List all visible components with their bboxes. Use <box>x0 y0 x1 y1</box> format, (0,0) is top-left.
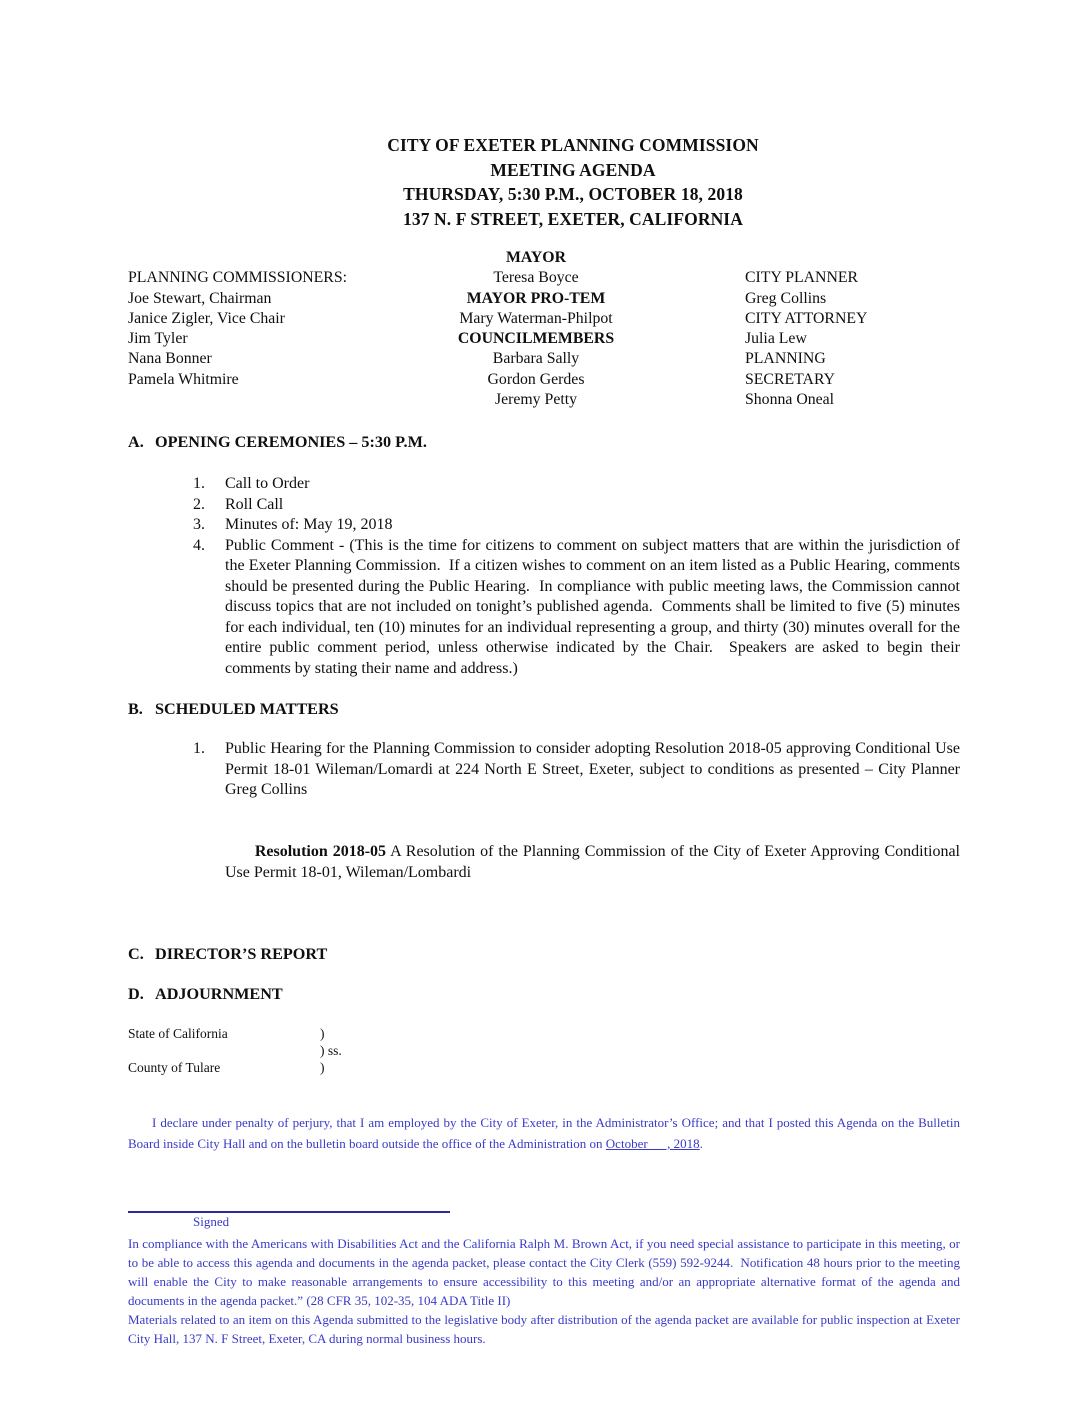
item-number: 4. <box>193 536 205 554</box>
officials-roster <box>128 248 960 410</box>
section-heading-adjournment <box>128 984 960 1005</box>
page-content <box>128 0 965 1348</box>
document-title-block <box>128 133 960 231</box>
item-text: Public Hearing for the Planning Commission to consider adopting Resolution 2018-05 approving Conditional Use Permit 18-01 Wileman/Lomardi at 224 North E Street, Exeter, subject to conditions as presented – City Planner Greg Collins <box>225 740 964 799</box>
roster-left-cell: Joe Stewart, Chairman <box>128 289 272 307</box>
roster-right-cell: Shonna Oneal <box>745 391 835 409</box>
roster-row <box>128 370 960 390</box>
item-number: 2. <box>193 495 205 513</box>
list-item-minutes <box>193 515 960 536</box>
roster-row <box>128 390 960 410</box>
title-line-commission: CITY OF EXETER PLANNING COMMISSION <box>387 135 759 155</box>
roster-right-heading-secretary: SECRETARY <box>745 370 836 388</box>
title-line-address: 137 N. F STREET, EXETER, CALIFORNIA <box>403 208 743 229</box>
item-number: 3. <box>193 516 205 534</box>
ada-compliance-notice: In compliance with the Americans with Disabilities Act and the California Ralph M. Brown Act, if you need special assistance to participate in this meeting, or to be able to access this agenda and documents in the agenda packet, please contact the City Clerk (559) 592-9244. Notification 48 hours prior to the meeting will enable the City to make reasonable arrangements to ensure accessibility to this meeting and/or an appropriate alternative format of the agenda and documents in the agenda packet.” (28 CFR 35, 102-35, 104 ADA Title II) <box>128 1235 964 1308</box>
roster-center-cell: Teresa Boyce <box>493 269 579 287</box>
roster-right-cell <box>745 248 960 268</box>
section-heading-opening-ceremonies <box>128 432 960 453</box>
section-letter: B. <box>128 700 143 719</box>
roster-row <box>128 349 960 369</box>
venue-paren: ) <box>320 1059 325 1075</box>
roster-right-heading-city-attorney: CITY ATTORNEY <box>745 309 868 327</box>
list-item-roll-call <box>193 495 960 516</box>
roster-left-heading-commissioners: PLANNING COMMISSIONERS: <box>128 269 347 287</box>
venue-oath-block <box>128 1025 960 1076</box>
materials-availability-notice: Materials related to an item on this Agenda submitted to the legislative body after distribution of the agenda packet are available for public inspection at Exeter City Hall, 137 N. F Street, Exeter, CA during normal business hours. <box>128 1311 964 1346</box>
venue-spacer <box>128 1042 320 1059</box>
section-letter: A. <box>128 433 144 452</box>
roster-row <box>128 248 960 268</box>
venue-ss-row <box>128 1042 960 1059</box>
venue-state-label: State of California <box>128 1025 228 1041</box>
roster-left-cell <box>128 390 380 410</box>
roster-center-heading-mayor: MAYOR <box>506 249 566 266</box>
section-title: OPENING CEREMONIES – 5:30 P.M. <box>155 433 427 452</box>
title-line-datetime: THURSDAY, 5:30 P.M., OCTOBER 18, 2018 <box>403 184 743 204</box>
resolution-number-label: Resolution 2018-05 <box>254 843 387 861</box>
roster-left-cell: Pamela Whitmire <box>128 370 239 388</box>
section-heading-scheduled-matters <box>128 699 960 720</box>
venue-paren: ) <box>320 1025 325 1041</box>
roster-center-cell: Gordon Gerdes <box>487 370 585 388</box>
signed-label: Signed <box>193 1213 230 1229</box>
section-title: ADJOURNMENT <box>155 984 283 1003</box>
resolution-paragraph <box>225 822 965 904</box>
venue-county-row <box>128 1059 960 1076</box>
roster-left-cell: Janice Zigler, Vice Chair <box>128 309 285 327</box>
list-item-public-hearing <box>193 739 964 801</box>
declaration-period: . <box>699 1135 703 1151</box>
item-number: 1. <box>193 740 205 758</box>
roster-right-heading-planning: PLANNING <box>745 350 826 368</box>
section-title: SCHEDULED MATTERS <box>155 700 339 719</box>
title-line-agenda: MEETING AGENDA <box>490 159 656 180</box>
roster-right-heading-city-planner: CITY PLANNER <box>745 269 859 287</box>
opening-ceremonies-list <box>128 474 964 679</box>
item-text: Minutes of: May 19, 2018 <box>225 516 393 534</box>
roster-row <box>128 309 960 329</box>
section-heading-directors-report <box>128 944 960 965</box>
venue-county-label: County of Tulare <box>128 1059 221 1075</box>
roster-center-cell: Barbara Sally <box>492 350 580 368</box>
item-text: Public Comment - (This is the time for citizens to comment on subject matters that are within the jurisdiction of the Exeter Planning Commission. If a citizen wishes to comment on an item listed as a Public Hearing, comments should be presented during the Public Hearing. In compliance with public meeting laws, the Commission cannot discuss topics that are not included on tonight’s published agenda. Comments shall be limited to five (5) minutes for each individual, ten (10) minutes for an individual representing a group, and thirty (30) minutes overall for the entire public comment period, unless otherwise indicated by the Chair. Speakers are asked to begin their comments by stating their name and address.) <box>225 536 964 677</box>
perjury-declaration-paragraph <box>128 1093 964 1175</box>
roster-right-cell: Greg Collins <box>745 289 827 307</box>
roster-left-cell: Jim Tyler <box>128 330 188 348</box>
roster-left-cell <box>128 248 380 268</box>
section-title: DIRECTOR’S REPORT <box>155 944 328 963</box>
item-number: 1. <box>193 475 205 493</box>
roster-left-cell: Nana Bonner <box>128 350 212 368</box>
roster-center-cell: Mary Waterman-Philpot <box>459 309 613 327</box>
roster-center-cell: Jeremy Petty <box>494 391 578 409</box>
roster-row <box>128 289 960 309</box>
roster-row <box>128 329 960 349</box>
list-item-call-to-order <box>193 474 960 495</box>
item-text: Roll Call <box>225 495 284 513</box>
roster-center-heading-mayor-pro-tem: MAYOR PRO-TEM <box>466 289 606 307</box>
section-letter: C. <box>128 944 144 963</box>
declaration-text: I declare under penalty of perjury, that I am employed by the City of Exeter, in the Administrator’s Office; and that I posted this Agenda on the Bulletin Board inside City Hall and on the bulletin board outside the office of the Administration on <box>128 1115 964 1151</box>
item-text: Call to Order <box>225 475 310 493</box>
roster-row <box>128 268 960 288</box>
roster-right-cell: Julia Lew <box>745 330 807 348</box>
resolution-text: A Resolution of the Planning Commission of the City of Exeter Approving Conditional Use Permit 18-01, Wileman/Lombardi <box>225 843 965 881</box>
venue-ss: ) ss. <box>320 1042 342 1058</box>
venue-state-row <box>128 1025 960 1042</box>
roster-center-heading-councilmembers: COUNCILMEMBERS <box>457 330 615 348</box>
list-item-public-comment <box>193 536 964 680</box>
declaration-date-blank: October , 2018 <box>605 1135 700 1151</box>
section-letter: D. <box>128 984 144 1003</box>
